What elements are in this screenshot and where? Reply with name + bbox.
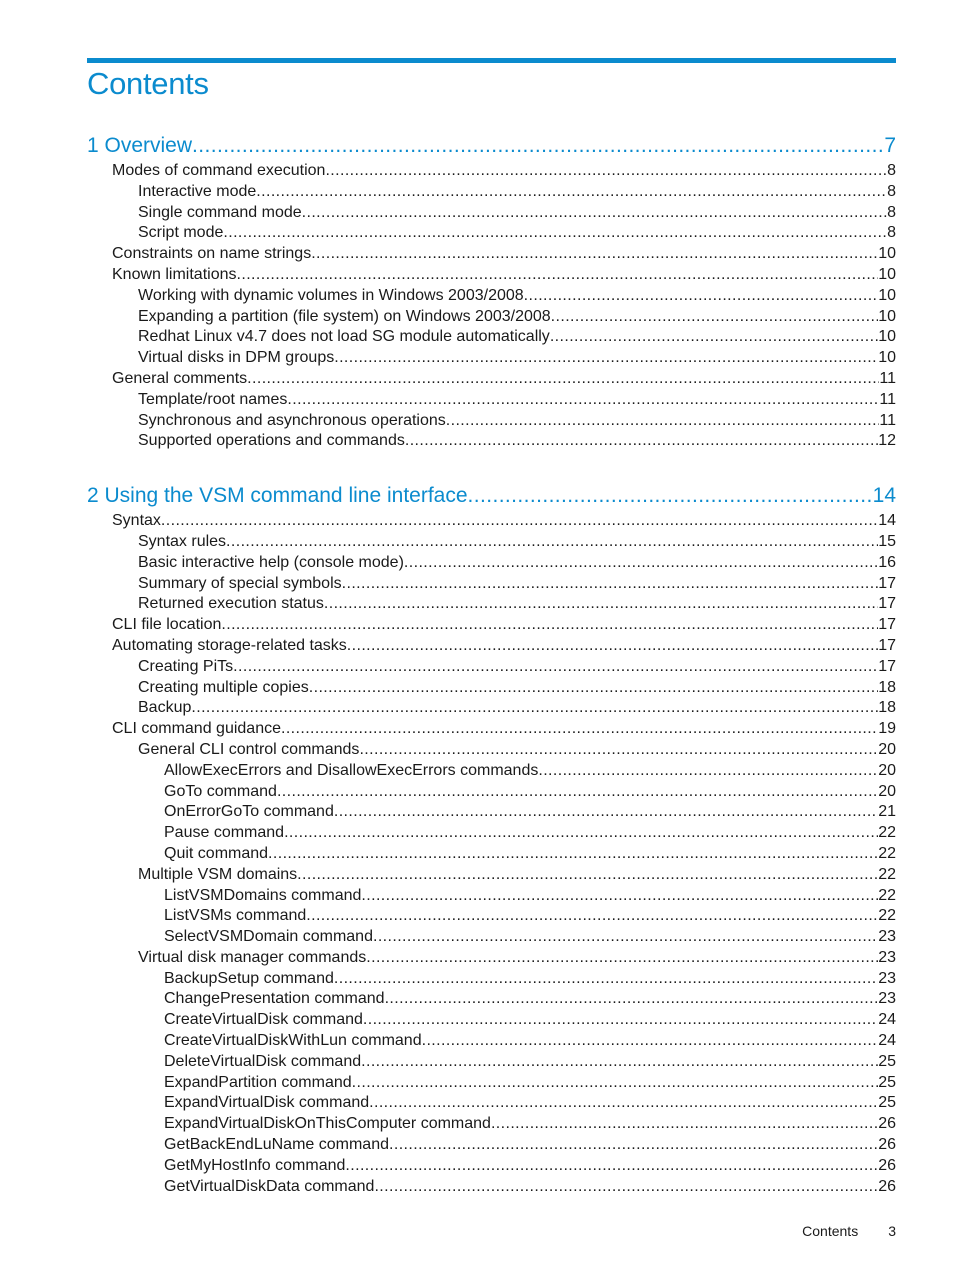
toc-entry-label: ListVSMs command: [164, 907, 307, 925]
toc-entry-page-number: 11: [879, 369, 896, 387]
toc-entry[interactable]: [87, 203, 896, 224]
toc-entry-page-number: 10: [878, 349, 896, 367]
toc-entry[interactable]: [87, 782, 896, 803]
toc-entry[interactable]: [87, 1073, 896, 1094]
toc-entry-page-number: 22: [878, 824, 896, 842]
toc-entry-page-number: 26: [878, 1177, 896, 1195]
toc-entry-page-number: 25: [878, 1094, 896, 1112]
toc-entry-label: 2 Using the VSM command line interface: [87, 484, 468, 508]
toc-entry-label: Known limitations: [112, 265, 237, 283]
toc-entry-page-number: 10: [878, 265, 896, 283]
toc-dot-leader: [342, 574, 879, 595]
toc-entry-label: CLI file location: [112, 616, 222, 634]
toc-dot-leader: [325, 161, 887, 182]
toc-entry-label: ExpandVirtualDiskOnThisComputer command: [164, 1115, 491, 1133]
toc-dot-leader: [256, 182, 887, 203]
toc-entry[interactable]: [87, 161, 896, 182]
toc-dot-leader: [334, 348, 878, 369]
toc-entry-page-number: 22: [878, 907, 896, 925]
header-rule: [87, 58, 896, 63]
toc-entry-page-number: 11: [879, 390, 896, 408]
toc-dot-leader: [221, 615, 878, 636]
toc-dot-leader: [551, 307, 879, 328]
toc-entry[interactable]: [87, 615, 896, 636]
toc-entry-page-number: 24: [878, 1032, 896, 1050]
toc-entry-label: Pause command: [164, 824, 285, 842]
toc-entry[interactable]: [87, 1114, 896, 1135]
toc-entry-label: Single command mode: [138, 203, 302, 221]
toc-dot-leader: [369, 1093, 878, 1114]
toc-entry-label: ExpandVirtualDisk command: [164, 1094, 370, 1112]
toc-entry-label: Template/root names: [138, 390, 288, 408]
toc-dot-leader: [361, 886, 878, 907]
toc-entry[interactable]: [87, 369, 896, 390]
toc-dot-leader: [161, 511, 878, 532]
toc-entry[interactable]: [87, 678, 896, 699]
toc-dot-leader: [192, 131, 884, 161]
toc-dot-leader: [352, 1073, 879, 1094]
toc-entry-label: Creating multiple copies: [138, 678, 309, 696]
toc-entry-label: Expanding a partition (file system) on Windows 2003/2008: [138, 307, 551, 325]
toc-entry-page-number: 22: [878, 844, 896, 862]
toc-entry-label: CreateVirtualDiskWithLun command: [164, 1032, 422, 1050]
toc-entry-label: Script mode: [138, 224, 224, 242]
toc-entry[interactable]: [87, 390, 896, 411]
toc-entry[interactable]: [87, 327, 896, 348]
toc-entry-label: GetBackEndLuName command: [164, 1136, 389, 1154]
toc-entry-label: Summary of special symbols: [138, 574, 342, 592]
toc-entry-page-number: 26: [878, 1156, 896, 1174]
toc-dot-leader: [334, 802, 878, 823]
toc-entry-page-number: 23: [878, 948, 896, 966]
toc-dot-leader: [324, 594, 878, 615]
toc-entry[interactable]: [87, 865, 896, 886]
toc-entry-label: General comments: [112, 369, 248, 387]
toc-entry-page-number: 23: [878, 969, 896, 987]
toc-entry-page-number: 16: [878, 553, 896, 571]
toc-entry[interactable]: [87, 511, 896, 532]
toc-entry-page-number: 8: [887, 162, 896, 179]
toc-entry[interactable]: [87, 740, 896, 761]
toc-entry-page-number: 26: [878, 1115, 896, 1133]
toc-entry-page-number: 10: [878, 286, 896, 304]
toc-entry-page-number: 21: [878, 803, 896, 821]
toc-entry[interactable]: [87, 431, 896, 452]
toc-entry[interactable]: [87, 802, 896, 823]
toc-dot-leader: [468, 481, 873, 511]
toc-entry-page-number: 20: [878, 761, 896, 779]
footer-page-number: 3: [888, 1223, 896, 1239]
toc-entry[interactable]: [87, 348, 896, 369]
toc-entry-label: Working with dynamic volumes in Windows 2003/2008: [138, 286, 524, 304]
toc-entry-page-number: 14: [872, 484, 896, 508]
toc-dot-leader: [309, 678, 878, 699]
toc-entry-label: Backup: [138, 699, 192, 717]
toc-entry[interactable]: [87, 969, 896, 990]
toc-entry[interactable]: [87, 265, 896, 286]
toc-entry-label: ListVSMDomains command: [164, 886, 362, 904]
toc-entry-label: Modes of command execution: [112, 162, 326, 179]
toc-entry[interactable]: [87, 761, 896, 782]
toc-entry[interactable]: [87, 1177, 896, 1198]
toc-entry[interactable]: [87, 1031, 896, 1052]
toc-dot-leader: [524, 286, 879, 307]
toc-entry-page-number: 10: [878, 245, 896, 263]
toc-dot-leader: [306, 906, 878, 927]
toc-dot-leader: [363, 1010, 878, 1031]
toc-entry-page-number: 11: [879, 411, 896, 429]
toc-dot-leader: [405, 431, 878, 452]
toc-entry-label: OnErrorGoTo command: [164, 803, 334, 821]
toc-dot-leader: [422, 1031, 879, 1052]
toc-entry-page-number: 25: [878, 1052, 896, 1070]
toc-entry-page-number: 20: [878, 782, 896, 800]
toc-dot-leader: [281, 719, 878, 740]
toc-dot-leader: [277, 782, 878, 803]
toc-entry-label: GetMyHostInfo command: [164, 1156, 346, 1174]
toc-entry-page-number: 22: [878, 886, 896, 904]
toc-entry[interactable]: [87, 906, 896, 927]
toc-dot-leader: [297, 865, 878, 886]
toc-chapter-entry[interactable]: [87, 131, 896, 161]
toc-entry-page-number: 23: [878, 990, 896, 1008]
toc-dot-leader: [366, 948, 878, 969]
toc-entry[interactable]: [87, 411, 896, 432]
toc-entry-page-number: 19: [878, 720, 896, 738]
toc-entry-label: Automating storage-related tasks: [112, 636, 347, 654]
toc-entry-page-number: 25: [878, 1073, 896, 1091]
toc-entry[interactable]: [87, 636, 896, 657]
toc-entry[interactable]: [87, 719, 896, 740]
toc-entry-label: ChangePresentation command: [164, 990, 385, 1008]
toc-entry-label: Multiple VSM domains: [138, 865, 298, 883]
toc-dot-leader: [538, 761, 878, 782]
table-of-contents: [87, 131, 896, 1197]
toc-entry[interactable]: [87, 594, 896, 615]
toc-entry-label: ExpandPartition command: [164, 1073, 352, 1091]
toc-entry-label: 1 Overview: [87, 134, 193, 157]
toc-entry-label: BackupSetup command: [164, 969, 334, 987]
toc-dot-leader: [550, 327, 878, 348]
toc-entry-label: General CLI control commands: [138, 740, 360, 758]
toc-dot-leader: [404, 553, 878, 574]
toc-entry-page-number: 18: [878, 678, 896, 696]
toc-dot-leader: [284, 823, 878, 844]
toc-entry-label: CLI command guidance: [112, 720, 281, 738]
toc-entry-page-number: 14: [878, 512, 896, 530]
toc-entry-page-number: 17: [878, 574, 896, 592]
toc-entry-page-number: 8: [887, 182, 896, 200]
toc-entry-page-number: 7: [884, 134, 896, 157]
toc-entry[interactable]: [87, 244, 896, 265]
toc-entry[interactable]: [87, 1135, 896, 1156]
toc-entry[interactable]: [87, 1093, 896, 1114]
toc-dot-leader: [347, 636, 878, 657]
toc-entry[interactable]: [87, 1010, 896, 1031]
toc-entry-label: Returned execution status: [138, 595, 324, 613]
toc-entry-label: SelectVSMDomain command: [164, 928, 373, 946]
toc-entry-page-number: 20: [878, 740, 896, 758]
toc-entry-label: Creating PiTs: [138, 657, 234, 675]
toc-dot-leader: [361, 1052, 878, 1073]
toc-entry-label: Virtual disk manager commands: [138, 948, 367, 966]
toc-entry[interactable]: [87, 1156, 896, 1177]
toc-entry-label: Interactive mode: [138, 182, 257, 200]
toc-entry-page-number: 8: [887, 224, 896, 242]
toc-entry-label: Constraints on name strings: [112, 245, 312, 263]
toc-entry-label: AllowExecErrors and DisallowExecErrors commands: [164, 761, 539, 779]
toc-entry[interactable]: [87, 223, 896, 244]
toc-entry-label: Basic interactive help (console mode): [138, 553, 404, 571]
toc-dot-leader: [191, 698, 878, 719]
toc-entry-label: Supported operations and commands: [138, 432, 405, 450]
toc-entry[interactable]: [87, 307, 896, 328]
toc-entry-label: Virtual disks in DPM groups: [138, 349, 335, 367]
toc-dot-leader: [268, 844, 878, 865]
toc-dot-leader: [302, 203, 887, 224]
toc-entry[interactable]: [87, 886, 896, 907]
toc-entry-page-number: 17: [878, 616, 896, 634]
toc-dot-leader: [233, 657, 878, 678]
toc-entry-page-number: 17: [878, 657, 896, 675]
toc-entry-page-number: 15: [878, 532, 896, 550]
toc-dot-leader: [373, 927, 878, 948]
toc-dot-leader: [345, 1156, 878, 1177]
toc-entry-label: Synchronous and asynchronous operations: [138, 411, 446, 429]
toc-entry[interactable]: [87, 927, 896, 948]
toc-dot-leader: [311, 244, 878, 265]
toc-entry-label: GetVirtualDiskData command: [164, 1177, 375, 1195]
toc-entry-page-number: 12: [878, 432, 896, 450]
page-title: Contents: [87, 66, 209, 101]
toc-entry-label: GoTo command: [164, 782, 277, 800]
toc-dot-leader: [334, 969, 878, 990]
toc-chapter-entry[interactable]: [87, 481, 896, 511]
toc-entry-label: CreateVirtualDisk command: [164, 1011, 363, 1029]
toc-dot-leader: [389, 1135, 878, 1156]
toc-dot-leader: [446, 411, 880, 432]
toc-entry-page-number: 17: [878, 595, 896, 613]
toc-entry[interactable]: [87, 574, 896, 595]
toc-entry-label: Syntax rules: [138, 532, 227, 550]
toc-entry-page-number: 24: [878, 1011, 896, 1029]
toc-dot-leader: [237, 265, 879, 286]
page-footer: [802, 1223, 896, 1239]
toc-entry-label: DeleteVirtualDisk command: [164, 1052, 362, 1070]
toc-entry-page-number: 23: [878, 928, 896, 946]
toc-entry-label: Syntax: [112, 512, 161, 530]
toc-dot-leader: [287, 390, 879, 411]
toc-dot-leader: [374, 1177, 878, 1198]
toc-dot-leader: [385, 989, 879, 1010]
toc-entry[interactable]: [87, 182, 896, 203]
toc-entry[interactable]: [87, 948, 896, 969]
toc-entry-page-number: 22: [878, 865, 896, 883]
toc-entry[interactable]: [87, 823, 896, 844]
toc-dot-leader: [226, 532, 878, 553]
toc-entry-page-number: 26: [878, 1136, 896, 1154]
toc-entry[interactable]: [87, 1052, 896, 1073]
toc-entry-page-number: 10: [878, 328, 896, 346]
toc-entry-label: Quit command: [164, 844, 269, 862]
toc-entry-page-number: 10: [878, 307, 896, 325]
toc-dot-leader: [223, 223, 887, 244]
toc-dot-leader: [247, 369, 879, 390]
toc-entry[interactable]: [87, 844, 896, 865]
toc-entry-label: Redhat Linux v4.7 does not load SG module automatically: [138, 328, 550, 346]
footer-label: Contents: [802, 1223, 859, 1239]
toc-dot-leader: [491, 1114, 878, 1135]
toc-entry-page-number: 18: [878, 699, 896, 717]
toc-dot-leader: [359, 740, 878, 761]
toc-entry[interactable]: [87, 657, 896, 678]
toc-entry-page-number: 17: [878, 636, 896, 654]
toc-entry[interactable]: [87, 532, 896, 553]
toc-entry[interactable]: [87, 553, 896, 574]
toc-entry[interactable]: [87, 698, 896, 719]
toc-entry[interactable]: [87, 989, 896, 1010]
toc-entry[interactable]: [87, 286, 896, 307]
toc-entry-page-number: 8: [887, 203, 896, 221]
